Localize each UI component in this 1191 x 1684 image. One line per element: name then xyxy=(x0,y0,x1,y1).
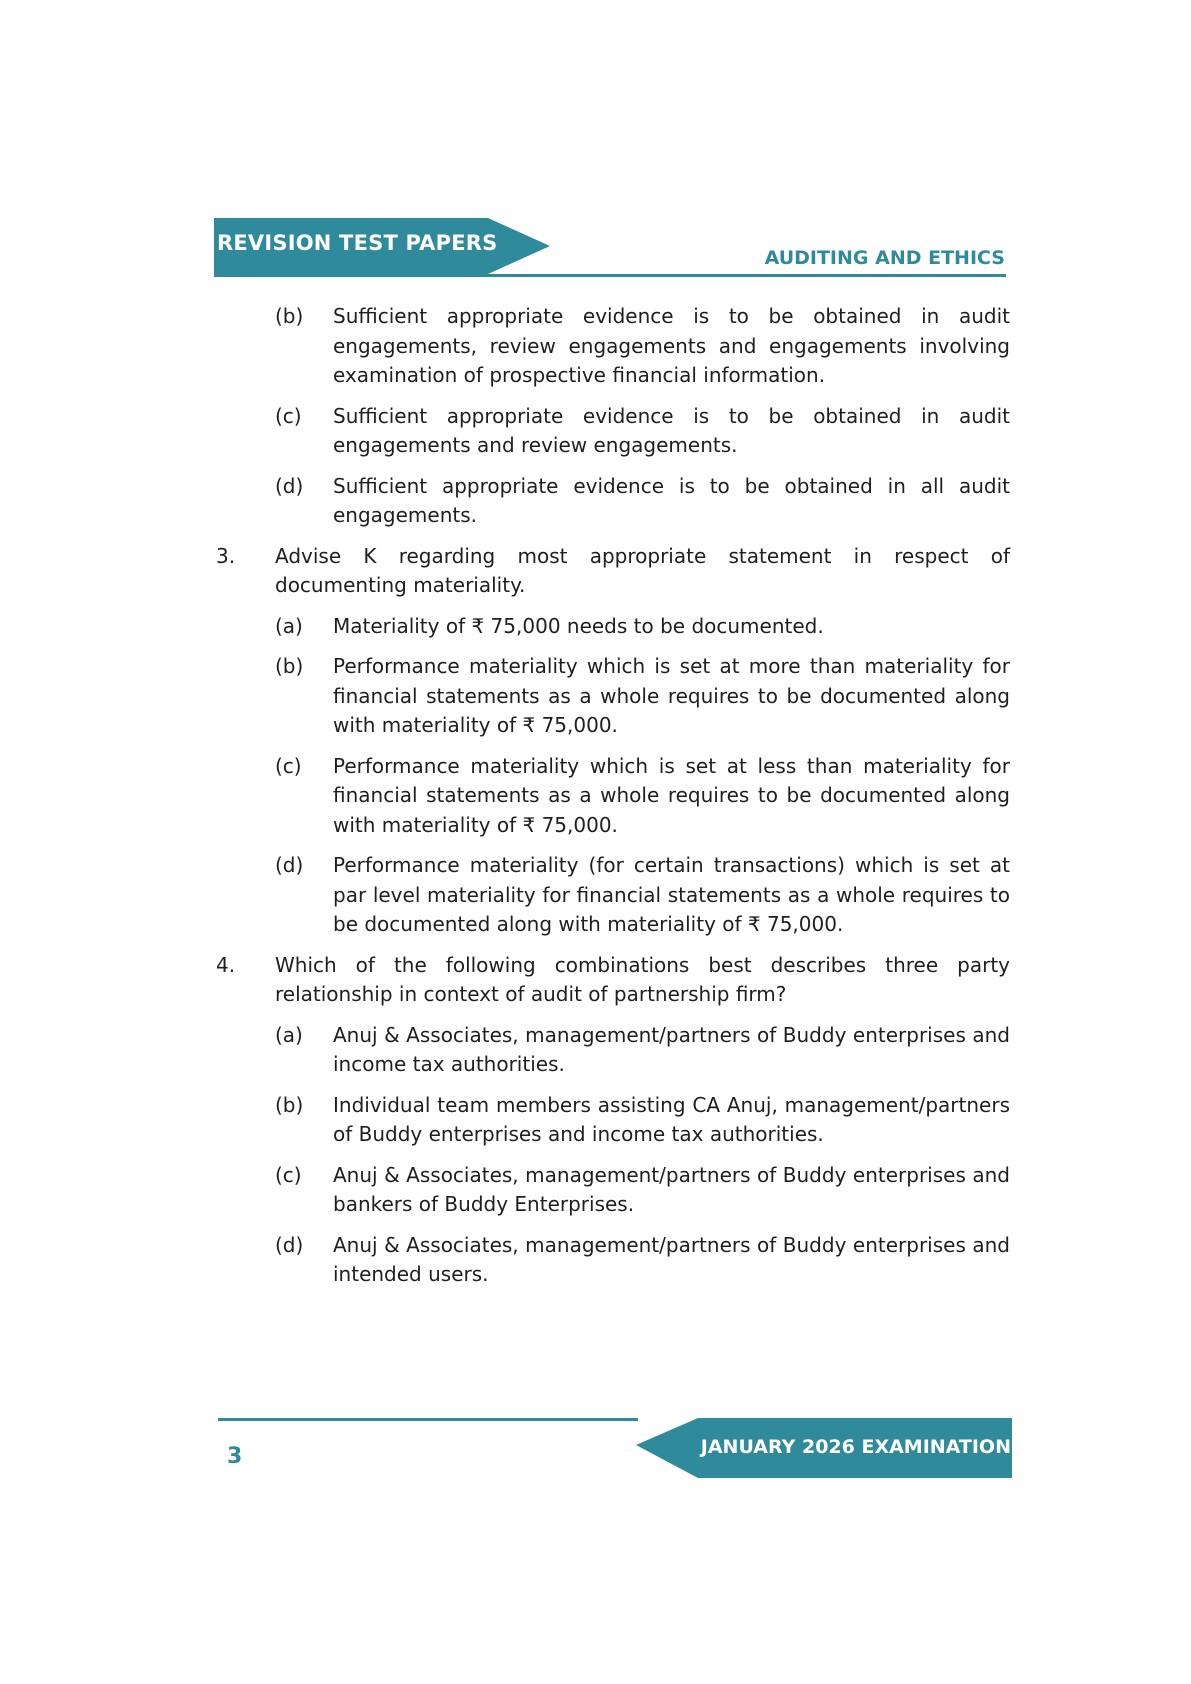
option-text: Performance materiality which is set at more than materiality for financial statements as a whole requires to be documented along with materiality of ₹ 75,000. xyxy=(333,654,1010,737)
option-label: (d) xyxy=(275,1232,304,1257)
question-number: 4. xyxy=(216,952,236,977)
option-text: Individual team members assisting CA Anuj, management/partners of Buddy enterprises and income tax authorities. xyxy=(333,1092,1010,1146)
option-item xyxy=(214,1091,1010,1150)
option-item xyxy=(214,472,1010,531)
option-label: (a) xyxy=(275,1022,303,1047)
question-text: Advise K regarding most appropriate statement in respect of documenting materiality. xyxy=(275,543,1010,597)
option-label: (b) xyxy=(275,304,304,328)
option-text: Anuj & Associates, management/partners of Buddy enterprises and intended users. xyxy=(333,1232,1010,1286)
option-item xyxy=(214,1161,1010,1220)
option-text: Performance materiality which is set at less than materiality for financial statements as a whole requires to be documented along with materiality of ₹ 75,000. xyxy=(333,753,1010,837)
option-label: (d) xyxy=(275,473,304,498)
option-item xyxy=(214,1231,1010,1290)
option-label: (b) xyxy=(275,654,304,678)
option-label: (b) xyxy=(275,1092,304,1117)
option-text: Sufficient appropriate evidence is to be obtained in audit engagements and review engagements. xyxy=(333,403,1010,457)
option-text: Anuj & Associates, management/partners of Buddy enterprises and bankers of Buddy Enterprises. xyxy=(333,1162,1010,1216)
page-content xyxy=(214,302,1010,1301)
header-subject: AUDITING AND ETHICS xyxy=(764,247,1005,269)
question-3 xyxy=(214,542,1010,601)
question-text: Which of the following combinations best describes three party relationship in context of audit of partnership firm? xyxy=(275,952,1010,1006)
footer-exam-title: JANUARY 2026 EXAMINATION xyxy=(700,1436,1011,1458)
option-label: (c) xyxy=(275,753,302,778)
page-number: 3 xyxy=(227,1444,243,1469)
option-item xyxy=(214,1021,1010,1080)
option-item xyxy=(214,302,1010,391)
option-text: Performance materiality (for certain transactions) which is set at par level materiality for financial statements as a whole requires to be documented along with materiality of ₹ 75,000. xyxy=(333,853,1010,936)
option-label: (d) xyxy=(275,853,304,877)
header-rule xyxy=(214,274,1006,277)
option-item xyxy=(214,851,1010,940)
option-item xyxy=(214,752,1010,841)
option-text: Materiality of ₹ 75,000 needs to be documented. xyxy=(333,613,824,638)
option-text: Sufficient appropriate evidence is to be obtained in all audit engagements. xyxy=(333,473,1010,527)
question-number: 3. xyxy=(216,543,236,568)
option-text: Anuj & Associates, management/partners of Buddy enterprises and income tax authorities. xyxy=(333,1022,1010,1076)
option-label: (a) xyxy=(275,613,303,638)
footer-rule xyxy=(218,1418,638,1421)
option-item xyxy=(214,402,1010,461)
option-label: (c) xyxy=(275,1162,302,1187)
option-label: (c) xyxy=(275,403,302,428)
option-item xyxy=(214,612,1010,642)
option-text: Sufficient appropriate evidence is to be obtained in audit engagements, review engagements and engagements involving examination of prospective financial information. xyxy=(333,304,1010,387)
header-title: REVISION TEST PAPERS xyxy=(217,231,498,255)
question-4 xyxy=(214,951,1010,1010)
option-item xyxy=(214,652,1010,741)
